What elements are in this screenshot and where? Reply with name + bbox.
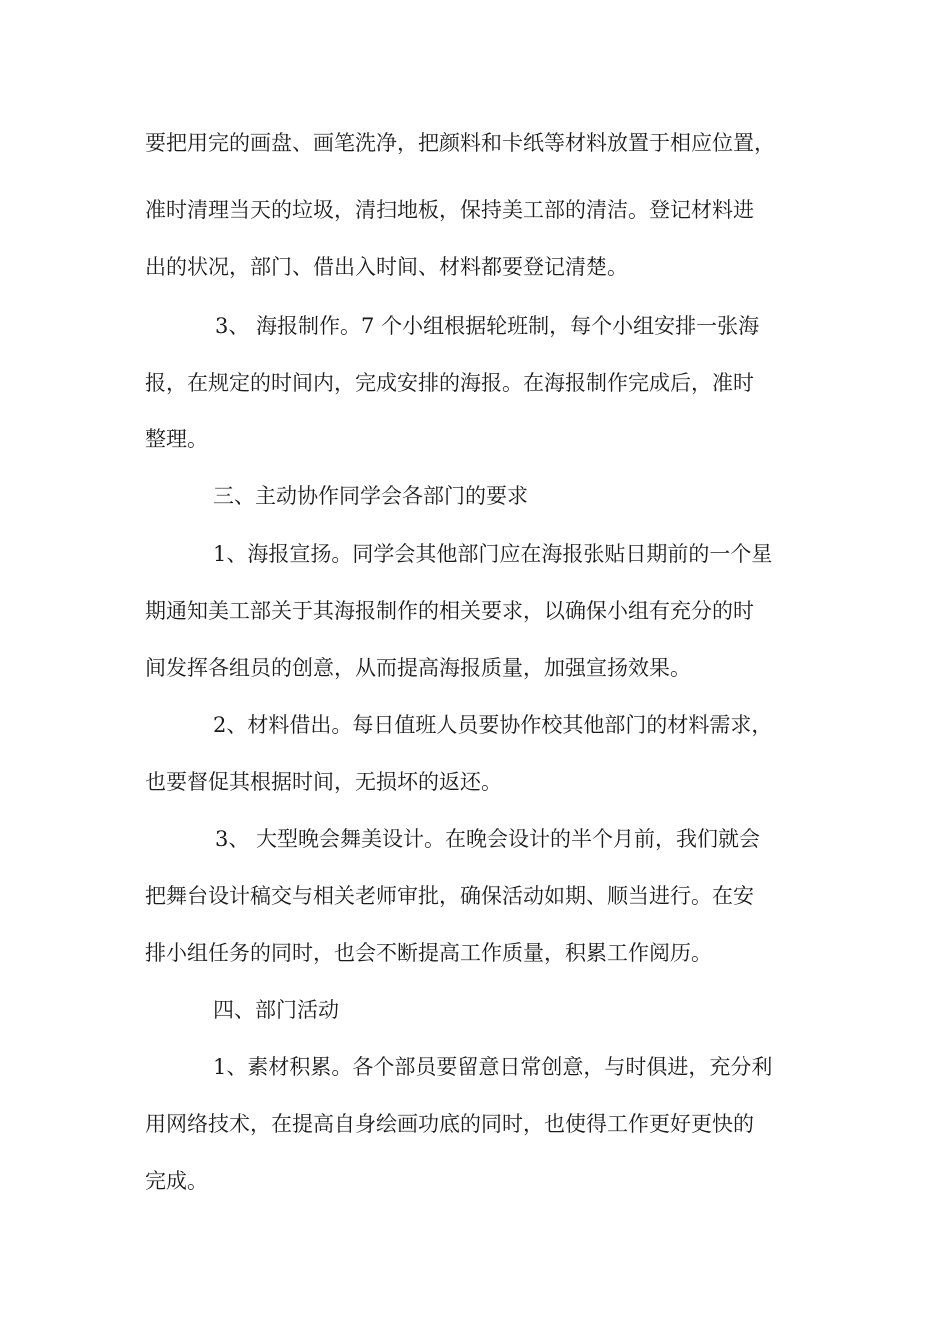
text-line: 1、海报宣扬。同学会其他部门应在海报张贴日期前的一个星 xyxy=(213,542,773,566)
text-line: 把舞台设计稿交与相关老师审批，确保活动如期、顺当进行。在安 xyxy=(145,884,754,908)
text-line: 出的状况，部门、借出入时间、材料都要登记清楚。 xyxy=(145,255,628,279)
text-line: 报，在规定的时间内，完成安排的海报。在海报制作完成后，准时 xyxy=(145,371,754,395)
text-line: 要把用完的画盘、画笔洗净，把颜料和卡纸等材料放置于相应位置， xyxy=(145,131,775,155)
text-line: 排小组任务的同时，也会不断提高工作质量，积累工作阅历。 xyxy=(145,941,712,965)
section-heading: 四、部门活动 xyxy=(213,998,339,1022)
text-line: 间发挥各组员的创意，从而提高海报质量，加强宣扬效果。 xyxy=(145,656,691,680)
text-line: 3、 海报制作。7 个小组根据轮班制，每个小组安排一张海 xyxy=(215,314,760,338)
text-line: 用网络技术，在提高自身绘画功底的同时，也使得工作更好更快的 xyxy=(145,1112,754,1136)
text-line: 整理。 xyxy=(145,427,208,451)
text-line: 准时清理当天的垃圾，清扫地板，保持美工部的清洁。登记材料进 xyxy=(145,198,754,222)
text-line: 1、素材积累。各个部员要留意日常创意，与时俱进，充分利 xyxy=(213,1055,773,1079)
text-line: 完成。 xyxy=(145,1169,208,1193)
text-line: 也要督促其根据时间，无损坏的返还。 xyxy=(145,770,502,794)
section-heading: 三、主动协作同学会各部门的要求 xyxy=(213,484,528,508)
text-line: 2、材料借出。每日值班人员要协作校其他部门的材料需求， xyxy=(213,713,773,737)
text-line: 3、 大型晚会舞美设计。在晚会设计的半个月前，我们就会 xyxy=(215,827,761,851)
text-line: 期通知美工部关于其海报制作的相关要求，以确保小组有充分的时 xyxy=(145,599,754,623)
